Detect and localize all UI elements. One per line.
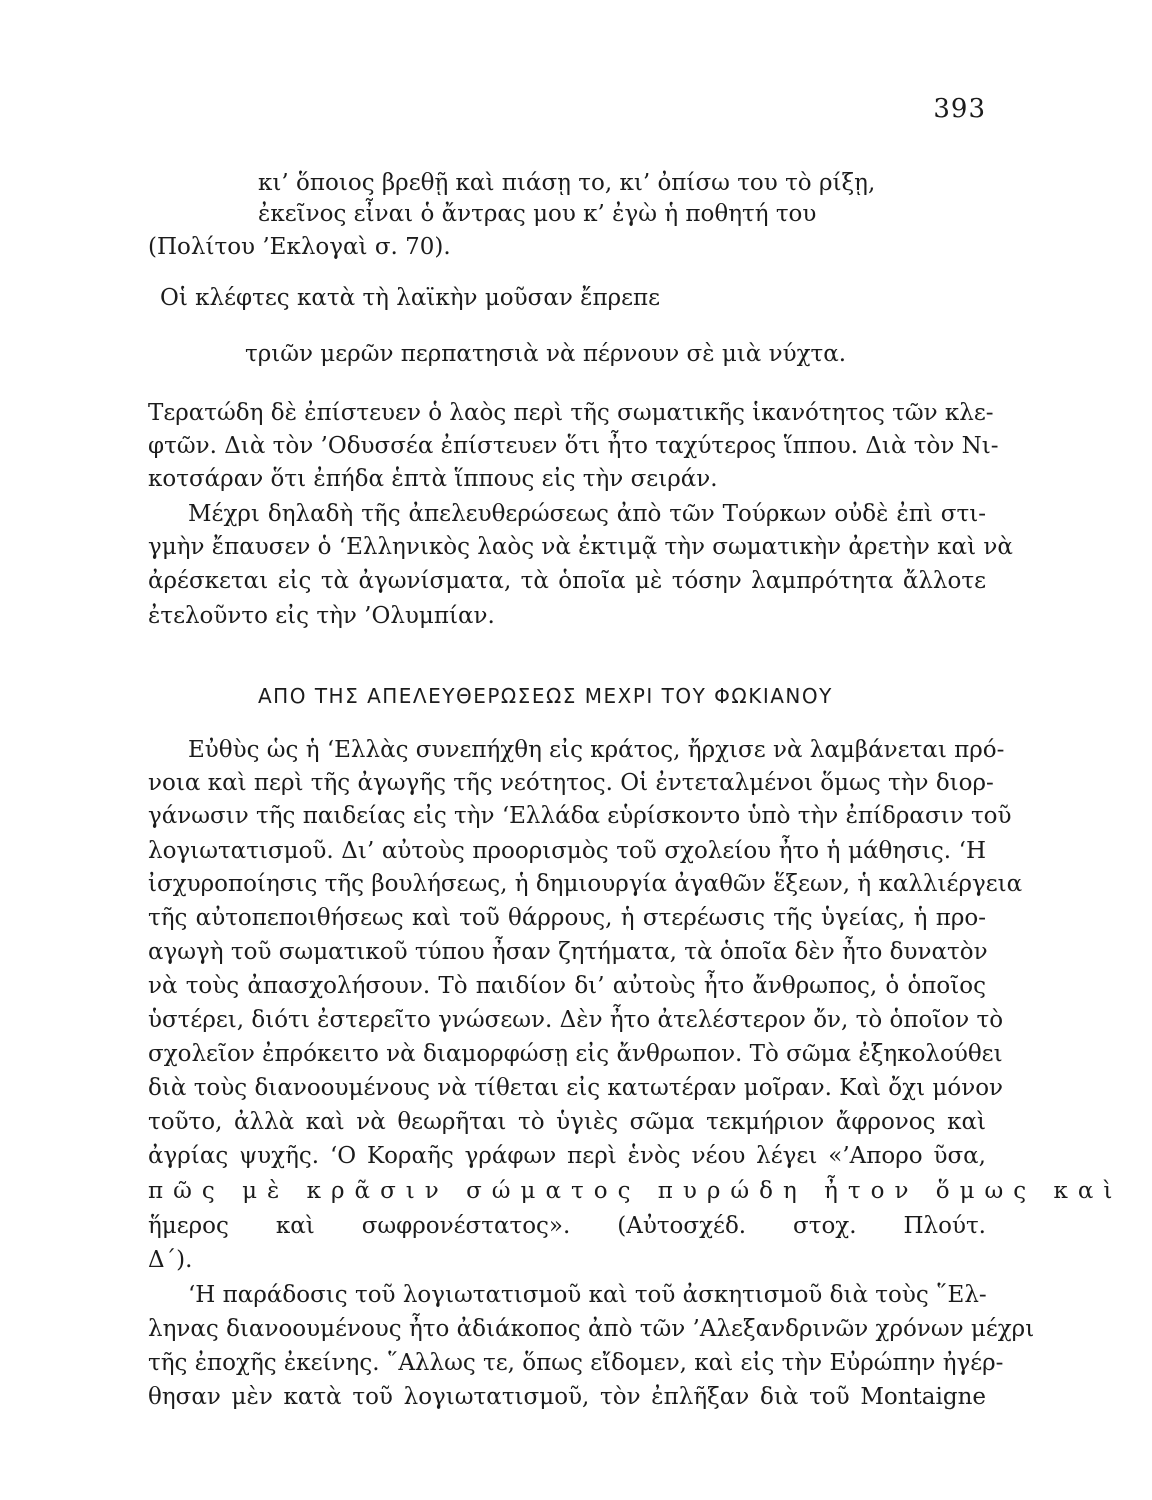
paragraph-line: νὰ τοὺς ἀπασχολήσουν. Τὸ παιδίον δι’ αὐτοὺς ἦτο ἄνθρωπος, ὁ ὁποῖος [148,973,986,999]
paragraph-line: κοτσάραν ὅτι ἐπήδα ἑπτὰ ἵππους εἰς τὴν σειράν. [148,466,718,492]
paragraph-line: Δ΄). [148,1247,193,1273]
paragraph-line: λογιωτατισμοῦ. Δι’ αὐτοὺς προορισμὸς τοῦ σχολείου ἦτο ἡ μάθησις. ‘Η [148,838,986,864]
paragraph-line: Εὐθὺς ὡς ἡ ‘Ελλὰς συνεπήχθη εἰς κράτος, ἤρχισε νὰ λαμβάνεται πρό- [188,737,1005,763]
paragraph-line: νοια καὶ περὶ τῆς ἀγωγῆς τῆς νεότητος. Οἱ ἐντεταλμένοι ὅμως τὴν διορ- [148,770,994,796]
paragraph-line: γάνωσιν τῆς παιδείας εἰς τὴν ‘Ελλάδα εὑρίσκοντο ὑπὸ τὴν ἐπίδρασιν τοῦ [148,803,1012,829]
paragraph-line: τῆς αὐτοπεποιθήσεως καὶ τοῦ θάρρους, ἡ στερέωσις τῆς ὑγείας, ἡ προ- [148,905,986,931]
section-heading: ΑΠΟ ΤΗΣ ΑΠΕΛΕΥΘΕΡΩΣΕΩΣ ΜΕΧΡΙ ΤΟΥ ΦΩΚΙΑΝΟΥ [258,684,833,708]
citation: (Πολίτου ’Εκλογαὶ σ. 70). [148,234,451,260]
paragraph-line: ἀρέσκεται εἰς τὰ ἀγωνίσματα, τὰ ὁποῖα μὲ τόσην λαμπρότητα ἄλλοτε [148,568,986,594]
verse-line: τριῶν μερῶν περπατησιὰ νὰ πέρνουν σὲ μιὰ νύχτα. [245,341,847,367]
verse-line: κι’ ὅποιος βρεθῇ καὶ πιάσῃ το, κι’ ὀπίσω του τὸ ρίξῃ, [258,170,876,196]
paragraph-line: τῆς ἐποχῆς ἐκείνης. ῞Αλλως τε, ὅπως εἴδομεν, καὶ εἰς τὴν Εὐρώπην ἠγέρ- [148,1350,1004,1376]
paragraph-line: ἐτελοῦντο εἰς τὴν ’Ολυμπίαν. [148,603,495,629]
paragraph-line: ληνας διανοουμένους ἦτο ἀδιάκοπος ἀπὸ τῶν ’Αλεξανδρινῶν χρόνων μέχρι [148,1316,1035,1342]
paragraph-line: ἀγρίας ψυχῆς. ‘Ο Κοραῆς γράφων περὶ ἑνὸς νέου λέγει «’Απορο ῦσα, [148,1143,986,1169]
paragraph-line: θησαν μὲν κατὰ τοῦ λογιωτατισμοῦ, τὸν ἐπλῆξαν διὰ τοῦ Montaigne [148,1384,986,1410]
paragraph-line: ὑστέρει, διότι ἐστερεῖτο γνώσεων. Δὲν ἦτο ἀτελέστερον ὄν, τὸ ὁποῖον τὸ [148,1007,1004,1033]
paragraph-line: Οἱ κλέφτες κατὰ τὴ λαϊκὴν μοῦσαν ἔπρεπε [160,285,661,311]
paragraph-line: σχολεῖον ἐπρόκειτο νὰ διαμορφώσῃ εἰς ἄνθρωπον. Τὸ σῶμα ἐξηκολούθει [148,1041,1003,1067]
paragraph-line: φτῶν. Διὰ τὸν ’Οδυσσέα ἐπίστευεν ὅτι ἦτο ταχύτερος ἵππου. Διὰ τὸν Νι- [148,433,999,459]
paragraph-line: ‘Η παράδοσις τοῦ λογιωτατισμοῦ καὶ τοῦ ἀσκητισμοῦ διὰ τοὺς ῞Ελ- [188,1282,987,1308]
paragraph-line: Μέχρι δηλαδὴ τῆς ἀπελευθερώσεως ἀπὸ τῶν Τούρκων οὐδὲ ἐπὶ στι- [188,501,986,527]
paragraph-line: γμὴν ἔπαυσεν ὁ ‘Ελληνικὸς λαὸς νὰ ἐκτιμᾷ τὴν σωματικὴν ἀρετὴν καὶ νὰ [148,534,1013,560]
paragraph-line: ἰσχυροποίησις τῆς βουλήσεως, ἡ δημιουργία ἀγαθῶν ἕξεων, ἡ καλλιέργεια [148,871,1023,897]
verse-line: ἐκεῖνος εἶναι ὁ ἄντρας μου κ’ ἐγὼ ἡ ποθητή του [258,201,817,227]
paragraph-line: Τερατώδη δὲ ἐπίστευεν ὁ λαὸς περὶ τῆς σωματικῆς ἱκανότητος τῶν κλε- [148,400,994,426]
paragraph-line: ἥμερος καὶ σωφρονέστατος». (Αὐτοσχέδ. στοχ. Πλούτ. [148,1213,986,1239]
paragraph-line: αγωγὴ τοῦ σωματικοῦ τύπου ἦσαν ζητήματα, τὰ ὁποῖα δὲν ἦτο δυνατὸν [148,939,988,965]
paragraph-line: τοῦτο, ἀλλὰ καὶ νὰ θεωρῆται τὸ ὑγιὲς σῶμα τεκμήριον ἄφρονος καὶ [148,1109,986,1135]
paragraph-line: διὰ τοὺς διανοουμένους νὰ τίθεται εἰς κατωτέραν μοῖραν. Καὶ ὄχι μόνον [148,1075,1004,1101]
page-number: 393 [933,94,986,124]
paragraph-line-spaced: πῶς μὲ κρᾶσιν σώματος πυρώδη ἦτον ὅμως καὶ [148,1178,1123,1204]
